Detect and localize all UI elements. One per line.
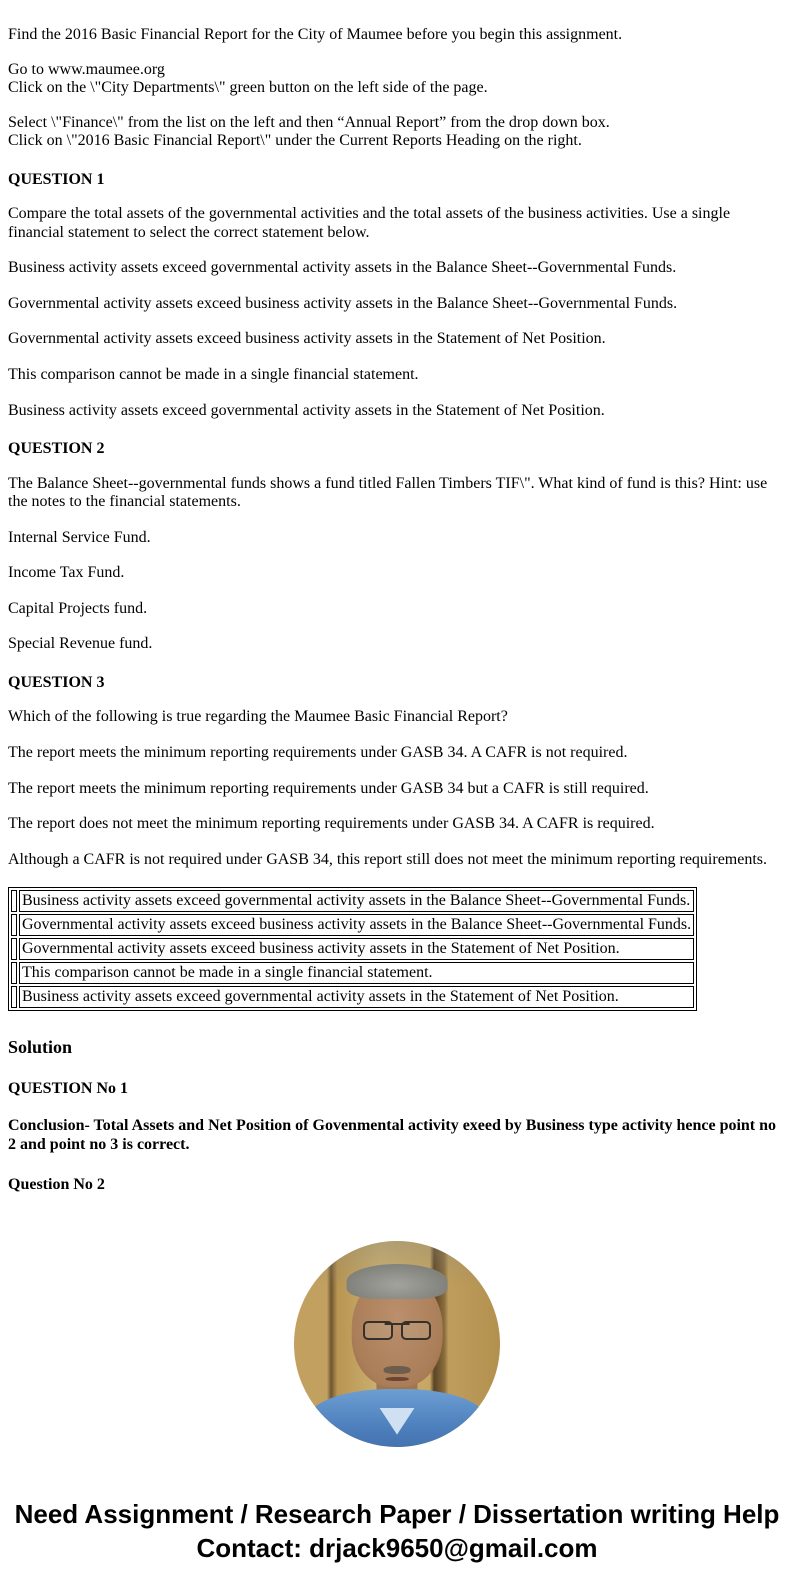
footer-contact: Contact: drjack9650@gmail.com — [196, 1533, 598, 1564]
answers-table — [8, 887, 697, 1011]
table-row — [11, 938, 694, 960]
instruction-click-report: Click on \"2016 Basic Financial Report\" under the Current Reports Heading on the right. — [8, 132, 582, 150]
footer-help-heading: Need Assignment / Research Paper / Dissertation writing Help — [14, 1498, 780, 1529]
site-instructions — [8, 61, 786, 98]
intro-paragraph: Find the 2016 Basic Financial Report for the City of Maumee before you begin this assignment. — [8, 26, 623, 43]
question-2-option: Special Revenue fund. — [8, 635, 153, 653]
instruction-go-to: Go to www.maumee.org — [8, 60, 165, 78]
solution-heading: Solution — [8, 1037, 73, 1058]
table-row — [11, 986, 694, 1008]
report-instructions — [8, 114, 786, 151]
question-3-option: The report meets the minimum reporting requirements under GASB 34 but a CAFR is still required. — [8, 779, 649, 797]
row-marker-cell — [11, 986, 17, 1008]
question-2-prompt: The Balance Sheet--governmental funds shows a fund titled Fallen Timbers TIF\". What kind of fund is this? Hint: use the notes to the financial statements. — [8, 474, 768, 511]
footer-banner — [8, 1499, 786, 1563]
question-1-option: Governmental activity assets exceed business activity assets in the Statement of Net Position. — [8, 330, 606, 348]
answer-cell: Business activity assets exceed governmental activity assets in the Balance Sheet--Governmental Funds. — [19, 890, 694, 912]
question-1-option: Business activity assets exceed governmental activity assets in the Statement of Net Position. — [8, 401, 605, 419]
question-3-prompt: Which of the following is true regarding the Maumee Basic Financial Report? — [8, 708, 508, 726]
photo-mouth — [386, 1377, 409, 1381]
question-1-prompt: Compare the total assets of the governmental activities and the total assets of the business activities. Use a single financial statement to select the correct statement below. — [8, 205, 731, 241]
photo-mustache — [384, 1366, 411, 1374]
answer-cell: This comparison cannot be made in a single financial statement. — [19, 962, 694, 984]
question-2-heading: QUESTION 2 — [8, 440, 105, 458]
answer-cell: Governmental activity assets exceed business activity assets in the Statement of Net Position. — [19, 938, 694, 960]
instruction-select-finance: Select \"Finance\" from the list on the left and then “Annual Report” from the drop down box. — [8, 113, 610, 131]
question-3-option: The report meets the minimum reporting requirements under GASB 34. A CAFR is not required. — [8, 744, 628, 762]
table-row — [11, 890, 694, 912]
solution-question-1-label: QUESTION No 1 — [8, 1080, 129, 1098]
row-marker-cell — [11, 962, 17, 984]
question-3-option: The report does not meet the minimum reporting requirements under GASB 34. A CAFR is required. — [8, 815, 655, 833]
photo-hair — [347, 1264, 448, 1299]
question-2-option: Income Tax Fund. — [8, 564, 125, 582]
portrait-photo — [294, 1241, 500, 1447]
solution-question-2-label: Question No 2 — [8, 1176, 105, 1194]
answer-cell: Business activity assets exceed governmental activity assets in the Statement of Net Position. — [19, 986, 694, 1008]
solution-conclusion: Conclusion- Total Assets and Net Position of Govenmental activity exeed by Business type activity hence point no 2 and point no 3 is correct. — [8, 1116, 777, 1153]
row-marker-cell — [11, 890, 17, 912]
question-3-heading: QUESTION 3 — [8, 673, 105, 691]
question-1-option: Business activity assets exceed governmental activity assets in the Balance Sheet--Governmental Funds. — [8, 259, 677, 277]
portrait-photo-circle — [294, 1241, 500, 1447]
question-1-option: This comparison cannot be made in a single financial statement. — [8, 366, 419, 384]
question-2-option: Capital Projects fund. — [8, 599, 148, 617]
row-marker-cell — [11, 938, 17, 960]
question-2-option: Internal Service Fund. — [8, 528, 151, 546]
table-row — [11, 914, 694, 936]
row-marker-cell — [11, 914, 17, 936]
question-3-option: Although a CAFR is not required under GASB 34, this report still does not meet the minimum reporting requirements. — [8, 850, 768, 868]
question-1-option: Governmental activity assets exceed business activity assets in the Balance Sheet--Governmental Funds. — [8, 294, 678, 312]
photo-glasses-bridge — [385, 1323, 410, 1325]
instruction-city-departments: Click on the \"City Departments\" green button on the left side of the page. — [8, 79, 488, 97]
answer-cell: Governmental activity assets exceed business activity assets in the Balance Sheet--Governmental Funds. — [19, 914, 694, 936]
question-1-heading: QUESTION 1 — [8, 170, 105, 188]
table-row — [11, 962, 694, 984]
